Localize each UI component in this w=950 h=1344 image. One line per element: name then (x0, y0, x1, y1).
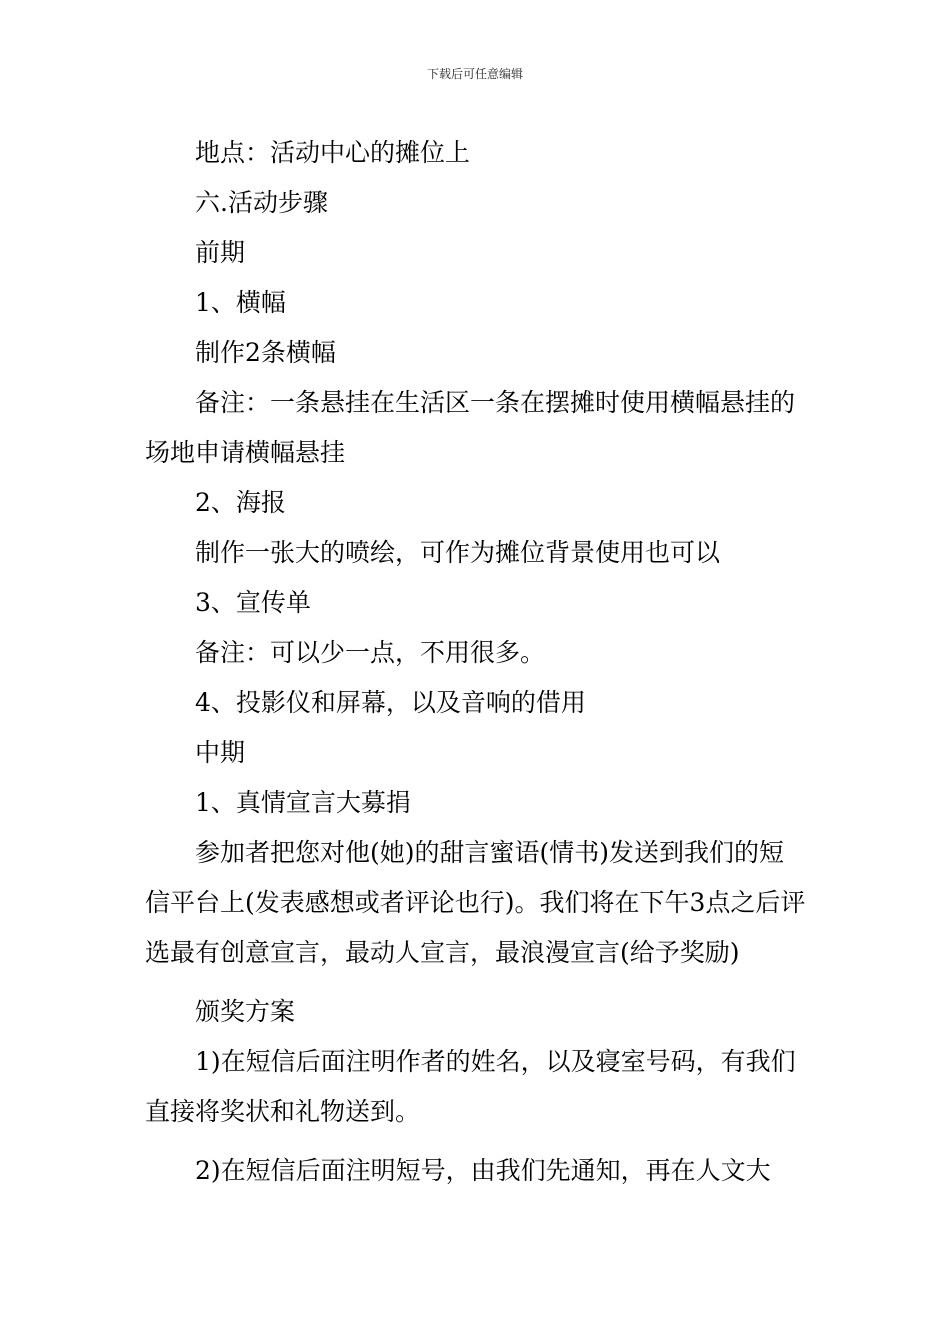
paragraph-location: 地点：活动中心的摊位上 (195, 138, 471, 167)
paragraph-banner-make: 制作2条横幅 (195, 338, 336, 367)
paragraph-projector: 4、投影仪和屏幕，以及音响的借用 (195, 688, 586, 717)
paragraph-poster-make: 制作一张大的喷绘，可作为摊位背景使用也可以 (195, 538, 721, 567)
paragraph-award-1: 1)在短信后面注明作者的姓名，以及寝室号码，有我们直接将奖状和礼物送到。 (145, 1047, 796, 1126)
page-header: 下载后可任意编辑 (426, 67, 523, 81)
paragraph-poster: 2、海报 (195, 488, 286, 517)
paragraph-flyer: 3、宣传单 (195, 588, 311, 617)
paragraph-award-plan: 颁奖方案 (195, 997, 296, 1026)
paragraph-declaration-desc: 参加者把您对他(她)的甜言蜜语(情书)发送到我们的短信平台上(发表感想或者评论也行)。我们将在下午3点之后评选最有创意宣言，最动人宣言，最浪漫宣言(给予奖励) (145, 838, 806, 967)
paragraph-section-six: 六.活动步骤 (195, 188, 328, 217)
paragraph-banner: 1、横幅 (195, 288, 286, 317)
paragraph-mid-stage: 中期 (195, 738, 246, 767)
paragraph-early-stage: 前期 (195, 238, 246, 267)
paragraph-banner-note: 备注：一条悬挂在生活区一条在摆摊时使用横幅悬挂的场地申请横幅悬挂 (145, 388, 796, 467)
document-body (145, 128, 807, 1196)
paragraph-flyer-note: 备注：可以少一点，不用很多。 (195, 638, 546, 667)
paragraph-declaration: 1、真情宣言大募捐 (195, 788, 411, 817)
paragraph-award-2: 2)在短信后面注明短号，由我们先通知，再在人文大 (195, 1156, 771, 1185)
